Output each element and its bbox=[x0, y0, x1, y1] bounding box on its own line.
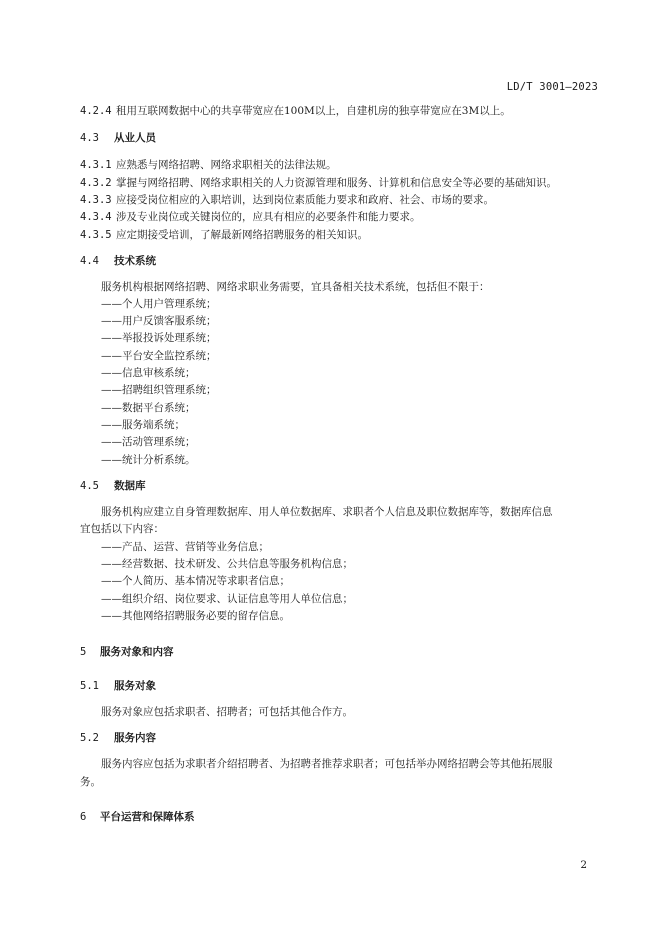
list-item: ——用户反馈客服系统； bbox=[101, 315, 217, 327]
list-item: ——统计分析系统。 bbox=[101, 454, 196, 466]
section-number: 4.5 bbox=[80, 480, 99, 492]
clause-number: 4.3.5 bbox=[80, 229, 112, 241]
section-5-1-heading bbox=[80, 679, 156, 693]
page-number: 2 bbox=[580, 859, 587, 871]
clause-4-3-1 bbox=[80, 158, 337, 172]
clause-text: 涉及专业岗位或关键岗位的，应具有相应的必要条件和能力要求。 bbox=[116, 211, 421, 223]
clause-number: 4.3.2 bbox=[80, 177, 112, 189]
list-item: ——产品、运营、营销等业务信息； bbox=[101, 541, 269, 553]
list-item: ——个人简历、基本情况等求职者信息； bbox=[101, 575, 290, 587]
section-4-5-intro-line2: 宜包括以下内容： bbox=[80, 523, 164, 535]
clause-4-3-2 bbox=[80, 176, 557, 190]
section-title: 技术系统 bbox=[114, 255, 156, 267]
clause-4-3-3 bbox=[80, 193, 494, 207]
list-item: ——数据平台系统； bbox=[101, 402, 196, 414]
clause-number: 4.3.4 bbox=[80, 211, 112, 223]
clause-4-3-5 bbox=[80, 228, 368, 242]
standard-code: LD/T 3001—2023 bbox=[506, 81, 598, 93]
section-5-2-text-line2: 务。 bbox=[80, 776, 101, 788]
section-number: 4.4 bbox=[80, 255, 99, 267]
list-item: ——其他网络招聘服务必要的留存信息。 bbox=[101, 610, 290, 622]
clause-4-2-4 bbox=[80, 104, 511, 118]
section-4-4-heading bbox=[80, 254, 156, 268]
section-title: 服务对象和内容 bbox=[100, 646, 174, 658]
section-number: 5 bbox=[80, 646, 87, 658]
clause-text: 应熟悉与网络招聘、网络求职相关的法律法规。 bbox=[116, 159, 337, 171]
section-number: 6 bbox=[80, 811, 87, 823]
section-title: 平台运营和保障体系 bbox=[100, 811, 195, 823]
section-6-heading bbox=[80, 810, 195, 824]
section-number: 4.3 bbox=[80, 132, 99, 144]
list-item: ——个人用户管理系统； bbox=[101, 298, 217, 310]
section-5-heading bbox=[80, 645, 174, 659]
clause-4-3-4 bbox=[80, 210, 421, 224]
section-4-3-heading bbox=[80, 131, 156, 145]
section-4-5-intro-line1: 服务机构应建立自身管理数据库、用人单位数据库、求职者个人信息及职位数据库等，数据库信息 bbox=[101, 506, 553, 518]
section-title: 从业人员 bbox=[114, 132, 156, 144]
list-item: ——活动管理系统； bbox=[101, 436, 196, 448]
clause-text: 应接受岗位相应的入职培训，达到岗位素质能力要求和政府、社会、市场的要求。 bbox=[116, 194, 494, 206]
list-item: ——平台安全监控系统； bbox=[101, 350, 217, 362]
section-5-2-heading bbox=[80, 731, 156, 745]
section-4-5-heading bbox=[80, 479, 146, 493]
list-item: ——经营数据、技术研发、公共信息等服务机构信息； bbox=[101, 558, 353, 570]
list-item: ——组织介绍、岗位要求、认证信息等用人单位信息； bbox=[101, 593, 353, 605]
list-item: ——招聘组织管理系统； bbox=[101, 384, 217, 396]
section-title: 服务对象 bbox=[114, 680, 156, 692]
clause-number: 4.2.4 bbox=[80, 105, 112, 117]
section-title: 数据库 bbox=[114, 480, 146, 492]
section-number: 5.1 bbox=[80, 680, 99, 692]
section-4-4-intro: 服务机构根据网络招聘、网络求职业务需要，宜具备相关技术系统，包括但不限于： bbox=[101, 281, 490, 293]
clause-text: 应定期接受培训，了解最新网络招聘服务的相关知识。 bbox=[116, 229, 368, 241]
section-5-2-text-line1: 服务内容应包括为求职者介绍招聘者、为招聘者推荐求职者；可包括举办网络招聘会等其他拓展服 bbox=[101, 758, 553, 770]
clause-number: 4.3.1 bbox=[80, 159, 112, 171]
clause-text: 租用互联网数据中心的共享带宽应在100M以上，自建机房的独享带宽应在3M以上。 bbox=[116, 105, 511, 117]
clause-text: 掌握与网络招聘、网络求职相关的人力资源管理和服务、计算机和信息安全等必要的基础知识。 bbox=[116, 177, 557, 189]
section-title: 服务内容 bbox=[114, 732, 156, 744]
section-5-1-text: 服务对象应包括求职者、招聘者；可包括其他合作方。 bbox=[101, 706, 353, 718]
list-item: ——服务端系统； bbox=[101, 419, 185, 431]
section-number: 5.2 bbox=[80, 732, 99, 744]
list-item: ——举报投诉处理系统； bbox=[101, 332, 217, 344]
clause-number: 4.3.3 bbox=[80, 194, 112, 206]
list-item: ——信息审核系统； bbox=[101, 367, 196, 379]
